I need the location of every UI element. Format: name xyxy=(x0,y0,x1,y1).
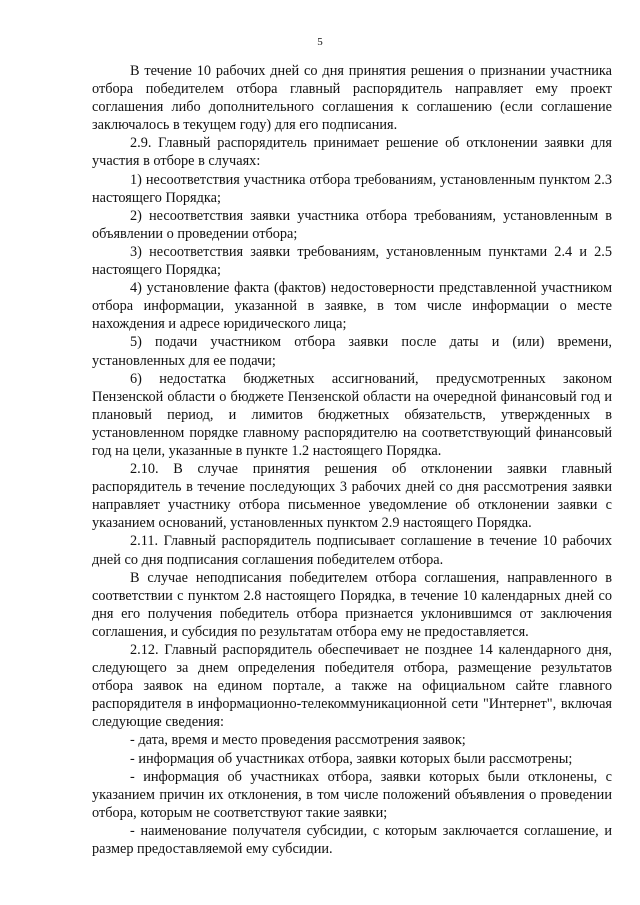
list-item-rejection-6: 6) недостатка бюджетных ассигнований, предусмотренных законом Пензенской области о бюджете Пензенской области на очередной финансовый год и плановый период, и лимитов бюджетных обязательств, утвержденных в установленном порядке главному распорядителю на соответствующий финансовый год на цели, указанные в пункте 1.2 настоящего Порядка. xyxy=(92,370,612,459)
paragraph-award-notice: В течение 10 рабочих дней со дня принятия решения о признании участника отбора победителем отбора главный распорядитель направляет ему проект соглашения либо дополнительного соглашения к соглашению (если соглашение заключалось в текущем году) для его подписания. xyxy=(92,63,612,134)
paragraph-2-11: 2.11. Главный распорядитель подписывает соглашение в течение 10 рабочих дней со дня подписания соглашения победителем отбора. xyxy=(92,533,612,568)
list-item-info-3: - информация об участниках отбора, заявки которых были отклонены, с указанием причин их отклонения, в том числе положений объявления о проведении отбора, которым не соответствуют такие заявки; xyxy=(92,768,612,821)
paragraph-2-9: 2.9. Главный распорядитель принимает решение об отклонении заявки для участия в отборе в случаях: xyxy=(92,135,612,170)
list-item-rejection-2: 2) несоответствия заявки участника отбора требованиям, установленным в объявлении о проведении отбора; xyxy=(92,207,612,242)
list-item-rejection-3: 3) несоответствия заявки требованиям, установленным пунктами 2.4 и 2.5 настоящего Порядка; xyxy=(92,243,612,279)
paragraph-2-12: 2.12. Главный распорядитель обеспечивает не позднее 14 календарного дня, следующего за днем определения победителя отбора, размещение результатов отбора заявок на едином портале, а также на официальном сайте главного распорядителя в информационно-телекоммуникационной сети "Интернет", включая следующие сведения: xyxy=(92,642,612,731)
paragraph-2-10: 2.10. В случае принятия решения об отклонении заявки главный распорядитель в течение последующих 3 рабочих дней со дня рассмотрения заявки направляет участнику отбора письменное уведомление об отклонении заявки с указанием оснований, установленных пунктом 2.9 настоящего Порядка. xyxy=(92,461,612,532)
list-item-info-4: - наименование получателя субсидии, с которым заключается соглашение, и размер предоставляемой ему субсидии. xyxy=(92,822,612,858)
paragraph-non-signing: В случае неподписания победителем отбора соглашения, направленного в соответствии с пунктом 2.8 настоящего Порядка, в течение 10 календарных дней со дня его получения победитель отбора признается уклонившимся от заключения соглашения, и субсидия по результатам отбора ему не предоставляется. xyxy=(92,569,612,640)
list-item-info-1: - дата, время и место проведения рассмотрения заявок; xyxy=(130,732,466,749)
list-item-rejection-5: 5) подачи участником отбора заявки после даты и (или) времени, установленных для ее подачи; xyxy=(92,334,612,369)
page-number: 5 xyxy=(317,36,323,48)
list-item-rejection-4: 4) установление факта (фактов) недостоверности представленной участником отбора информации, указанной в заявке, в том числе информации о месте нахождения и адресе юридического лица; xyxy=(92,280,612,333)
document-body xyxy=(92,62,612,858)
list-item-info-2: - информация об участниках отбора, заявки которых были рассмотрены; xyxy=(130,750,573,767)
list-item-rejection-1: 1) несоответствия участника отбора требованиям, установленным пунктом 2.3 настоящего Порядка; xyxy=(92,171,612,206)
